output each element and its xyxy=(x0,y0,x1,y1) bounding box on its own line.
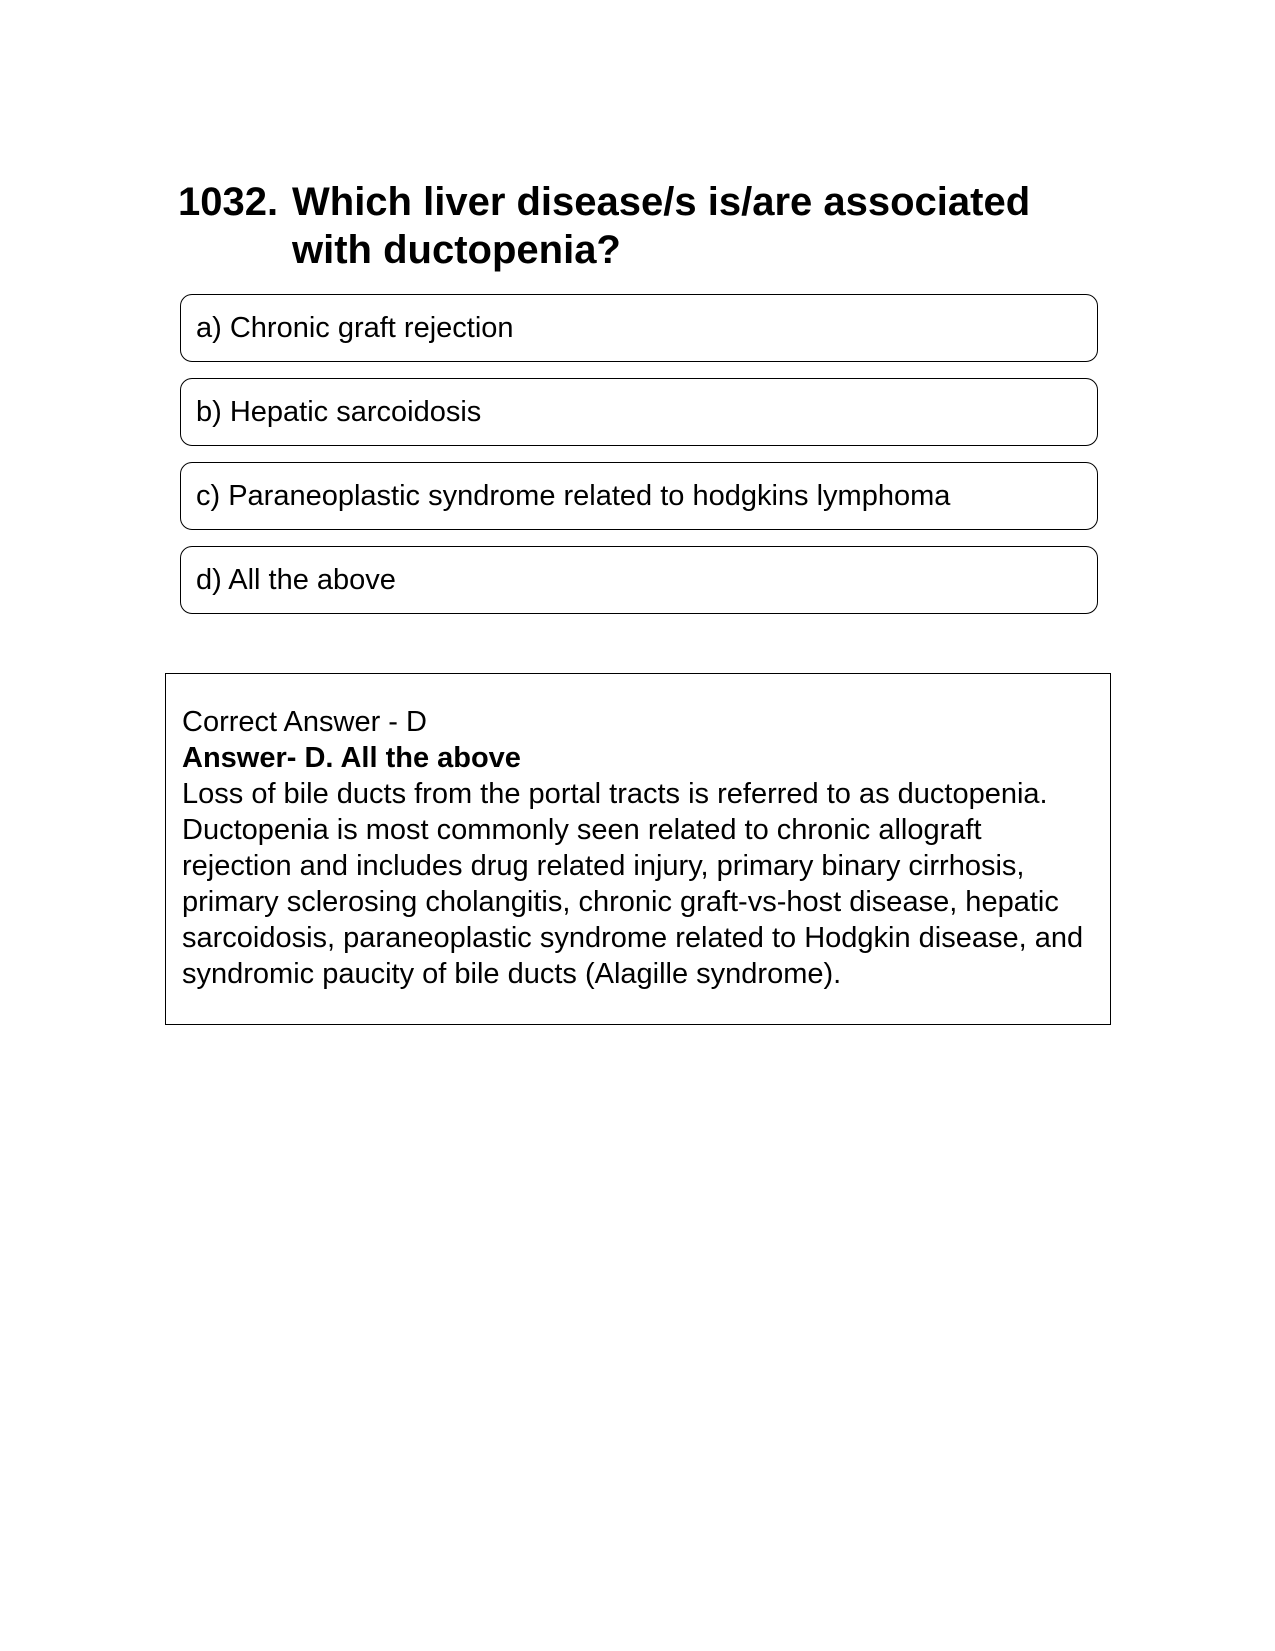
option-d[interactable] xyxy=(180,546,1098,614)
option-a[interactable] xyxy=(180,294,1098,362)
option-a-label: a) Chronic graft rejection xyxy=(196,311,514,344)
question-number: 1032. xyxy=(178,180,279,224)
option-b[interactable] xyxy=(180,378,1098,446)
answer-options xyxy=(180,294,1098,630)
question-heading xyxy=(178,178,1098,274)
option-c[interactable] xyxy=(180,462,1098,530)
correct-answer-line: Correct Answer - D xyxy=(182,706,427,738)
question-text: Which liver disease/s is/are associated with ductopenia? xyxy=(292,180,1031,272)
answer-explanation: Loss of bile ducts from the portal tracts is referred to as ductopenia. Ductopenia is most commonly seen related to chronic allograft rejection and includes drug related injury, primary binary cirrhosis, primary sclerosing cholangitis, chronic graft-vs-host disease, hepatic sarcoidosis, paraneoplastic syndrome related to Hodgkin disease, and syndromic paucity of bile ducts (Alagille syndrome). xyxy=(182,778,1084,990)
option-d-label: d) All the above xyxy=(196,563,396,596)
option-b-label: b) Hepatic sarcoidosis xyxy=(196,395,482,428)
option-c-label: c) Paraneoplastic syndrome related to hodgkins lymphoma xyxy=(196,479,951,512)
answer-explanation-box xyxy=(165,673,1111,1025)
answer-heading: Answer- D. All the above xyxy=(182,742,521,774)
